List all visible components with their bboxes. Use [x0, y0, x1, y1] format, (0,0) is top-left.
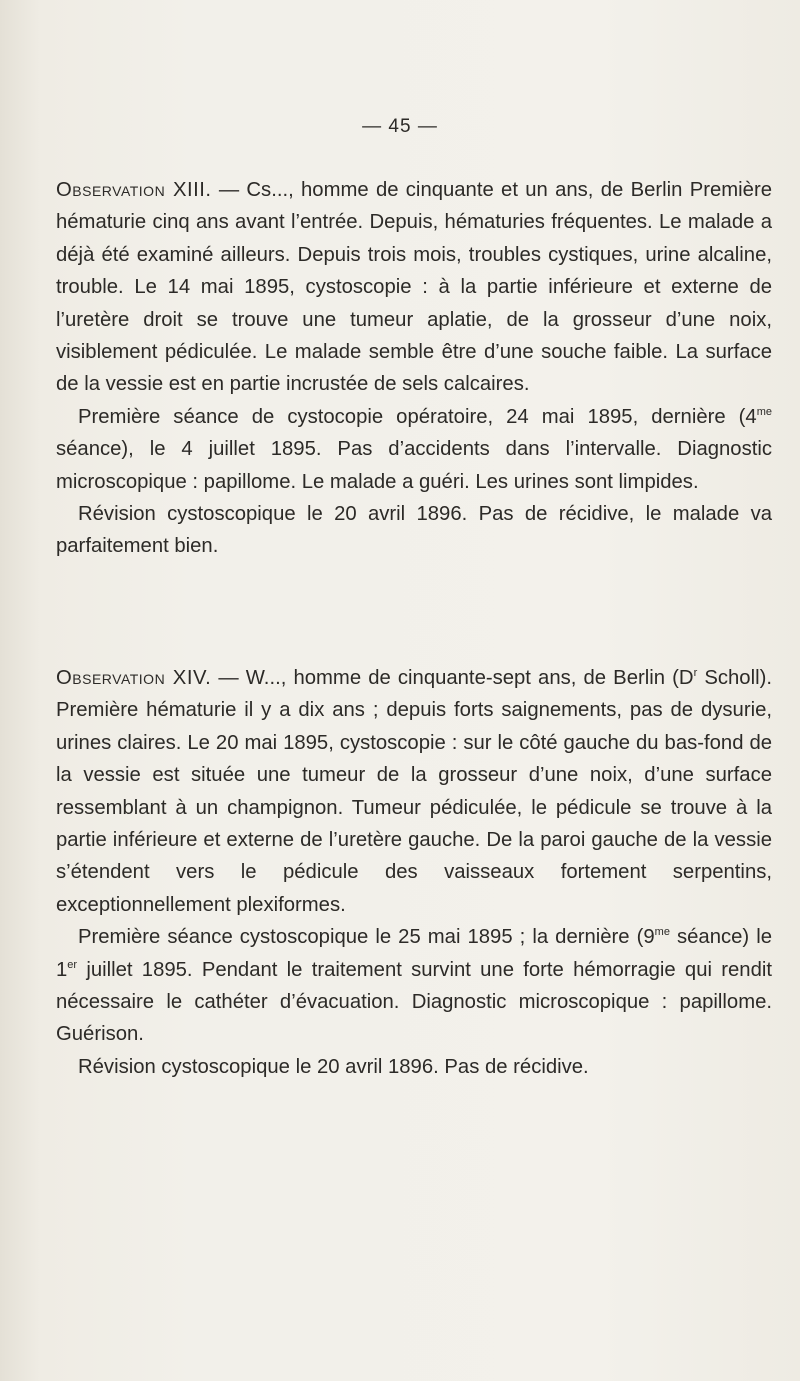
observation-xiv-revision: Révision cystoscopique le 20 avril 1896. Pas de récidive.: [78, 1055, 589, 1078]
observation-xiv-treatment: [56, 921, 772, 1051]
observation-xiii-intro: [56, 174, 772, 401]
observation-xiv-treatment-text-a: Première séance cystoscopique le 25 mai 1895 ; la dernière (9: [78, 926, 655, 949]
superscript-me: me: [654, 926, 670, 939]
observation-xiv-treatment-text-c: juillet 1895. Pendant le traitement survint une forte hémorragie qui rendit nécessaire le cathéter d’évacuation. Diagnostic microscopique : papillome. Guérison.: [56, 958, 772, 1046]
observation-xiii-revision: Révision cystoscopique le 20 avril 1896. Pas de récidive, le malade va parfaitement bien.: [56, 503, 772, 558]
observation-xiii-treatment-text-b: séance), le 4 juillet 1895. Pas d’accidents dans l’intervalle. Diagnostic microscopique : papillome. Le malade a guéri. Les urines sont limpides.: [56, 438, 772, 493]
observation-xiv: [56, 662, 772, 1083]
observation-xiv-treatment-text-b: séance) le 1: [56, 926, 772, 981]
observation-xiii-intro-text: — Cs..., homme de cinquante et un ans, de Berlin Première hématurie cinq ans avant l’entrée. Depuis, hématuries fréquentes. Le malade a déjà été examiné ailleurs. Depuis trois mois, troubles cystiques, urine alcaline, trouble. Le 14 mai 1895, cystoscopie : à la partie inférieure et externe de l’uretère droit se trouve une tumeur aplatie, de la grosseur d’une noix, visiblement pédiculée. Le malade semble être d’une souche faible. La surface de la vessie est en partie incrustée de sels calcaires.: [56, 179, 772, 396]
observation-xiv-intro: [56, 662, 772, 921]
superscript-me: me: [756, 405, 772, 418]
superscript-er: er: [67, 958, 78, 971]
observation-xiii: [56, 174, 772, 563]
superscript-r: r: [693, 667, 698, 679]
observation-xiii-treatment-text-a: Première séance de cystocopie opératoire, 24 mai 1895, dernière (4: [78, 405, 757, 428]
observation-xiii-title: Observation XIII.: [56, 179, 212, 201]
observation-xiii-treatment: [56, 401, 772, 498]
observation-xiv-intro-text-a: — W..., homme de cinquante-sept ans, de Berlin (D: [218, 667, 694, 689]
observation-xiv-title: Observation XIV.: [56, 667, 212, 689]
observation-xiv-intro-text-b: Scholl). Première hématurie il y a dix ans ; depuis forts saignements, pas de dysurie, urines claires. Le 20 mai 1895, cystoscopie : sur le côté gauche du bas-fond de la vessie est située une tumeur de la grosseur d’une noix, d’une surface ressemblant à un champignon. Tumeur pédiculée, le pédicule se trouve à la partie inférieure et externe de l’uretère gauche. De la paroi gauche de la vessie s’étendent vers le pédicule des vaisseaux fortement serpentins, exceptionnellement plexiformes.: [56, 667, 772, 916]
page-number: — 45 —: [362, 116, 438, 137]
